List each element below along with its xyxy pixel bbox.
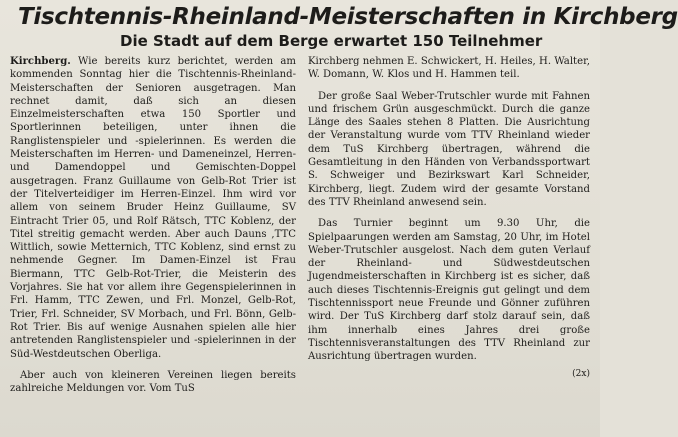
paragraph-1-text: Wie bereits kurz berichtet, werden am kommenden Sonntag hier die Tischtennis-Rheinland-Meisterschaften der Senioren ausgetragen. Man rechnet damit, daß sich an diesen Einzelmeisterschaften etwa 150 Sportler und Sportlerinnen beteiligen, unter ihnen die Ranglistenspieler und -spielerinnen. Es werden die Meisterschaften im Herren- und Dameneinzel, Herren- und Damendoppel und Gemischten-Doppel ausgetragen. Franz Guillaume von Gelb-Rot Trier ist der Titelverteidiger im Herren-Einzel. Ihm wird vor allem von seinem Bruder Heinz Guillaume, SV Eintracht Trier 05, und Rolf Rätsch, TTC Koblenz, der Titel streitig gemacht werden. Aber auch Dauns ,TTC Wittlich, sowie Metternich, TTC Koblenz, sind ernst zu nehmende Gegner. Im Damen-Einzel ist Frau Biermann, TTC Gelb-Rot-Trier, die Meisterin des Vorjahres. Sie hat vor allem ihre Gegenspielerinnen in Frl. Hamm, TTC Zewen, und Frl. Monzel, Gelb-Rot, Trier, Frl. Schneider, SV Morbach, und Frl. Bönn, Gelb-Rot Trier. Bis auf wenige Ausnahen spielen alle hier antretenden Ranglistenspieler und -spielerinnen in der Süd-Westdeutschen Oberliga. [10, 56, 296, 360]
paragraph-1 [10, 55, 296, 361]
dateline: Kirchberg. [10, 56, 71, 67]
paragraph-3: Kirchberg nehmen E. Schwickert, H. Heiles, H. Walter, W. Domann, W. Klos und H. Hammen teil. [308, 56, 590, 81]
headline: Tischtennis-Rheinland-Meisterschaften in Kirchberg [18, 4, 678, 30]
article-body [10, 55, 590, 403]
left-column [10, 55, 296, 403]
paragraph-4: Der große Saal Weber-Trutschler wurde mit Fahnen und frischem Grün ausgeschmückt. Durch die ganze Länge des Saales stehen 8 Platten. Die Ausrichtung der Veranstaltung wurde vom TTV Rheinland wieder dem TuS Kirchberg übertragen, während die Gesamtleitung in den Händen von Verbandssportwart S. Schweiger und Bezirkswart Karl Schneider, Kirchberg, liegt. Zudem wird der gesamte Vorstand des TTV Rheinland anwesend sein. [308, 90, 590, 208]
right-column [308, 55, 590, 403]
subheadline: Die Stadt auf dem Berge erwartet 150 Teilnehmer [120, 32, 543, 50]
paragraph-2: Aber auch von kleineren Vereinen liegen bereits zahlreiche Meldungen vor. Vom TuS [10, 369, 296, 395]
author-marker: (2x) [572, 368, 590, 379]
paragraph-5: Das Turnier beginnt um 9.30 Uhr, die Spielpaarungen werden am Samstag, 20 Uhr, im Hotel Weber-Trutschler ausgelost. Nach dem guten Verlauf der Rheinland- und Südwestdeutschen Jugendmeisterschaften in Kirchberg ist es sicher, daß auch dieses Tischtennis-Ereignis gut gelingt und dem Tischtennissport neue Freunde und Gönner zuführen wird. Der TuS Kirchberg darf stolz darauf sein, daß ihm innerhalb eines Jahres drei große Tischtennisveranstaltungen des TTV Rheinland zur Ausrichtung übertragen wurden. [308, 218, 590, 363]
